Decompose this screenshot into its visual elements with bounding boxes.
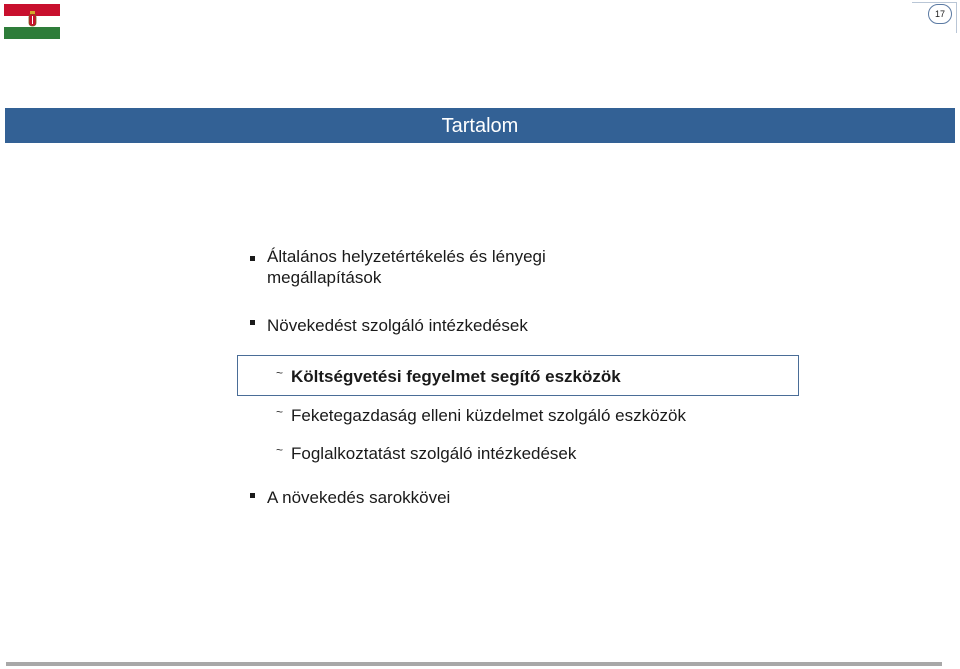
footer-divider (6, 662, 942, 666)
bullet-icon (250, 493, 255, 498)
list-item: Foglalkoztatást szolgáló intézkedések (291, 444, 577, 463)
coat-of-arms-icon (28, 11, 37, 30)
list-item (267, 246, 546, 288)
tilde-bullet-icon: ~ (276, 443, 284, 457)
hungarian-flag-logo (4, 4, 60, 39)
list-item: Növekedést szolgáló intézkedések (267, 316, 528, 335)
list-item-current: Költségvetési fegyelmet segítő eszközök (291, 367, 621, 386)
page-number: 17 (928, 4, 952, 24)
list-item: Feketegazdaság elleni küzdelmet szolgáló eszközök (291, 406, 687, 425)
list-item-text-line2: megállapítások (267, 268, 382, 287)
list-item: A növekedés sarokkövei (267, 488, 451, 507)
list-item-text-line1: Általános helyzetértékelés és lényegi (267, 247, 546, 266)
tilde-bullet-icon: ~ (276, 405, 284, 419)
slide-title: Tartalom (5, 108, 955, 143)
bullet-icon (250, 256, 255, 261)
bullet-icon (250, 320, 255, 325)
tilde-bullet-icon: ~ (276, 366, 284, 380)
